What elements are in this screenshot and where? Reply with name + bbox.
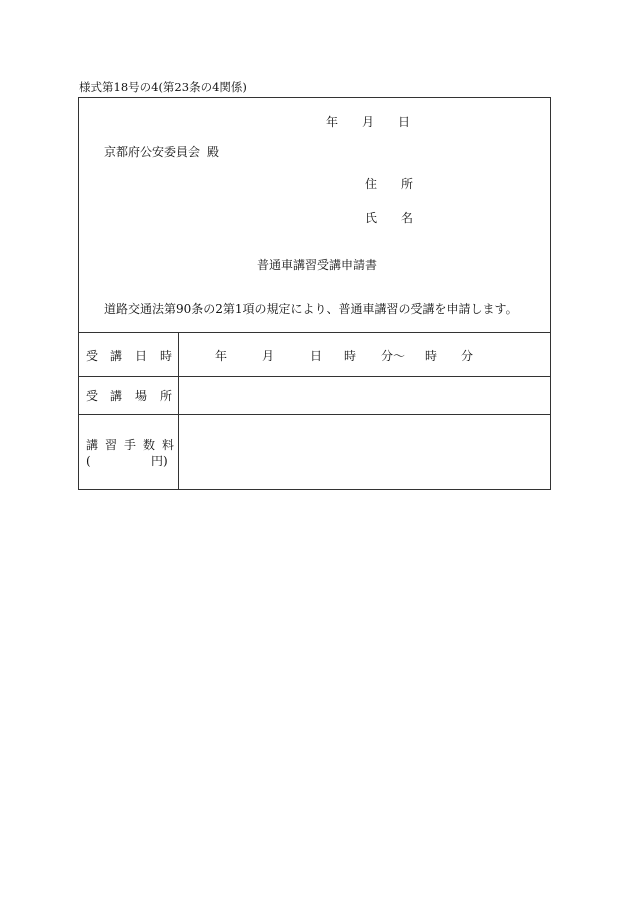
date-year-label: 年	[326, 115, 339, 129]
form-number: 様式第18号の4(第23条の4関係)	[79, 80, 247, 94]
label-column-divider	[178, 333, 179, 489]
place-label-char-3: 場	[135, 389, 148, 403]
name-label-char-2: 名	[401, 211, 414, 225]
row-divider-2	[79, 414, 550, 415]
place-label-char-4: 所	[160, 389, 173, 403]
datetime-hour-start: 時	[344, 349, 357, 363]
fee-label-char-4: 数	[143, 438, 156, 452]
document-title: 普通車講習受講申請書	[257, 258, 378, 272]
address-label-char-2: 所	[401, 177, 414, 191]
addressee-honorific: 殿	[207, 145, 220, 159]
address-label-char-1: 住	[365, 177, 378, 191]
datetime-label-char-3: 日	[135, 349, 148, 363]
fee-label-char-5: 料	[162, 438, 175, 452]
application-statement: 道路交通法第90条の2第1項の規定により、普通車講習の受講を申請します。	[104, 302, 518, 316]
fee-sub-open: (	[86, 454, 91, 468]
row-divider-1	[79, 376, 550, 377]
datetime-minute-start: 分〜	[381, 349, 406, 363]
fee-label-char-1: 講	[86, 438, 99, 452]
place-label-char-2: 講	[110, 389, 123, 403]
date-month-label: 月	[362, 115, 375, 129]
datetime-minute-end: 分	[461, 349, 474, 363]
application-form	[78, 97, 551, 490]
datetime-label-char-4: 時	[160, 349, 173, 363]
datetime-year: 年	[215, 349, 228, 363]
datetime-month: 月	[262, 349, 275, 363]
datetime-label-char-1: 受	[86, 349, 99, 363]
date-day-label: 日	[398, 115, 411, 129]
datetime-hour-end: 時	[425, 349, 438, 363]
datetime-day: 日	[310, 349, 323, 363]
fee-label-char-2: 習	[105, 438, 118, 452]
fee-sub-close: 円)	[151, 454, 168, 468]
addressee-name: 京都府公安委員会	[104, 145, 201, 159]
datetime-label-char-2: 講	[110, 349, 123, 363]
fee-label-char-3: 手	[124, 438, 137, 452]
table-top-line	[79, 332, 550, 333]
place-label-char-1: 受	[86, 389, 99, 403]
name-label-char-1: 氏	[365, 211, 378, 225]
